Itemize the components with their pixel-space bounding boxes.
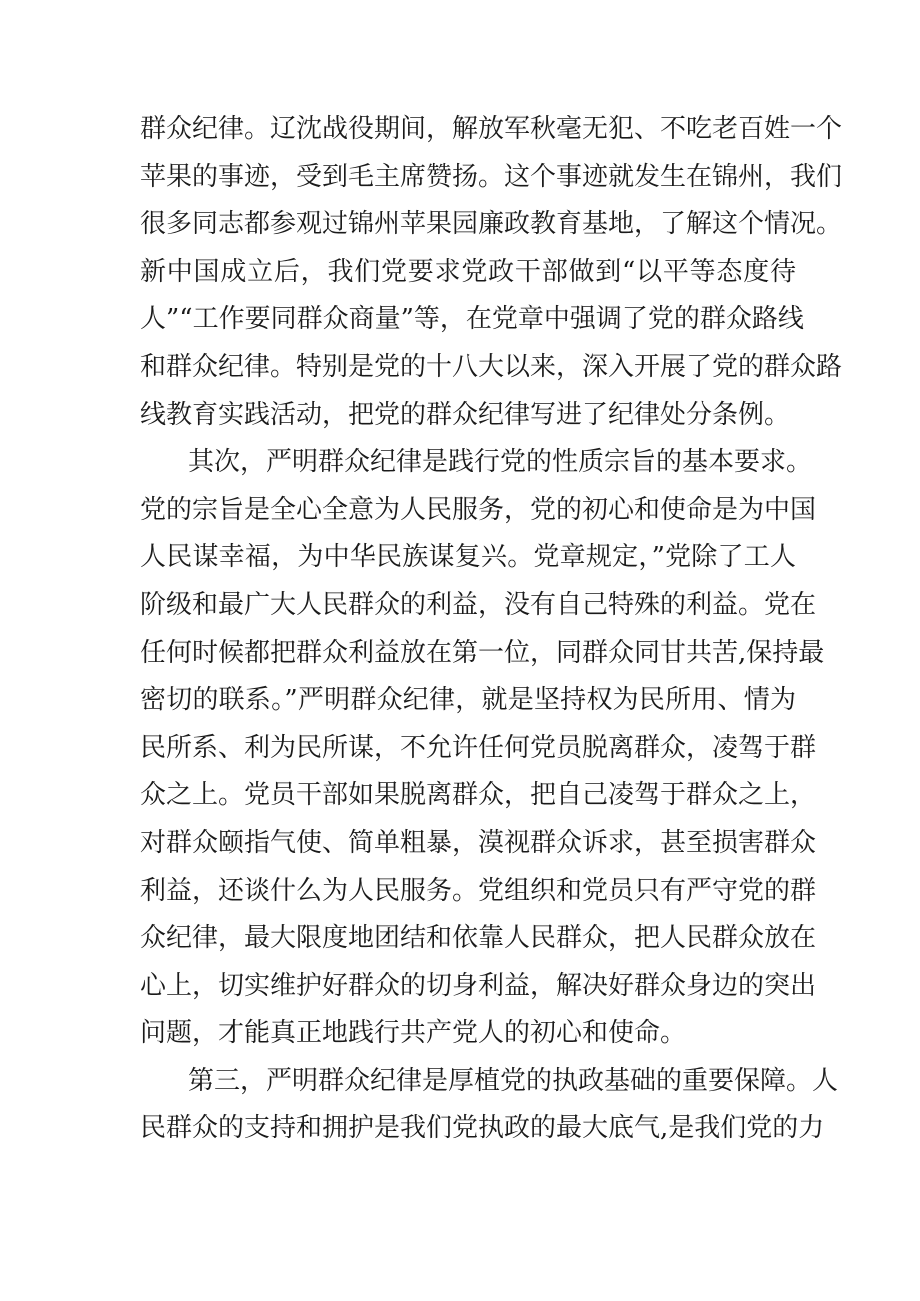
text-line: 问题，才能真正地践行共产党人的初心和使命。	[140, 1018, 687, 1049]
text-line: 众之上。党员干部如果脱离群众，把自己凌驾于群众之上，	[140, 780, 817, 811]
text-line: 民所系、利为民所谋，不允许任何党员脱离群众，凌驾于群	[140, 732, 817, 763]
body-text	[140, 106, 843, 1153]
text-line: 和群众纪律。特别是党的十八大以来，深入开展了党的群众路	[140, 351, 843, 382]
text-line: 众纪律，最大限度地团结和依靠人民群众，把人民群众放在	[140, 923, 817, 954]
text-line: 密切的联系。”严明群众纪律，就是坚持权为民所用、情为	[140, 685, 796, 716]
text-line: 线教育实践活动，把党的群众纪律写进了纪律处分条例。	[140, 399, 791, 430]
paragraph-first-line: 其次，严明群众纪律是践行党的性质宗旨的基本要求。	[188, 447, 813, 478]
text-line: 对群众颐指气使、简单粗暴，漠视群众诉求，甚至损害群众	[140, 827, 817, 858]
text-line: 心上，切实维护好群众的切身利益，解决好群众身边的突出	[140, 970, 817, 1001]
text-line: 人民谋幸福，为中华民族谋复兴。党章规定，”党除了工人	[140, 542, 796, 573]
text-line: 党的宗旨是全心全意为人民服务，党的初心和使命是为中国	[140, 494, 817, 525]
text-line: 人”“工作要同群众商量”等，在党章中强调了党的群众路线	[140, 304, 804, 335]
text-line: 利益，还谈什么为人民服务。党组织和党员只有严守党的群	[140, 875, 817, 906]
text-line: 新中国成立后，我们党要求党政干部做到“以平等态度待	[140, 256, 796, 287]
text-line: 苹果的事迹，受到毛主席赞扬。这个事迹就发生在锦州，我们	[140, 161, 843, 192]
paragraph-first-line: 第三，严明群众纪律是厚植党的执政基础的重要保障。人	[188, 1065, 839, 1096]
text-line: 群众纪律。辽沈战役期间，解放军秋毫无犯、不吃老百姓一个	[140, 114, 843, 144]
text-line: 很多同志都参观过锦州苹果园廉政教育基地，了解这个情况。	[140, 209, 843, 240]
text-line: 民群众的支持和拥护是我们党执政的最大底气,是我们党的力	[140, 1113, 825, 1144]
text-line: 任何时候都把群众利益放在第一位，同群众同甘共苦,保持最	[140, 637, 825, 668]
text-line: 阶级和最广大人民群众的利益，没有自己特殊的利益。党在	[140, 589, 817, 620]
